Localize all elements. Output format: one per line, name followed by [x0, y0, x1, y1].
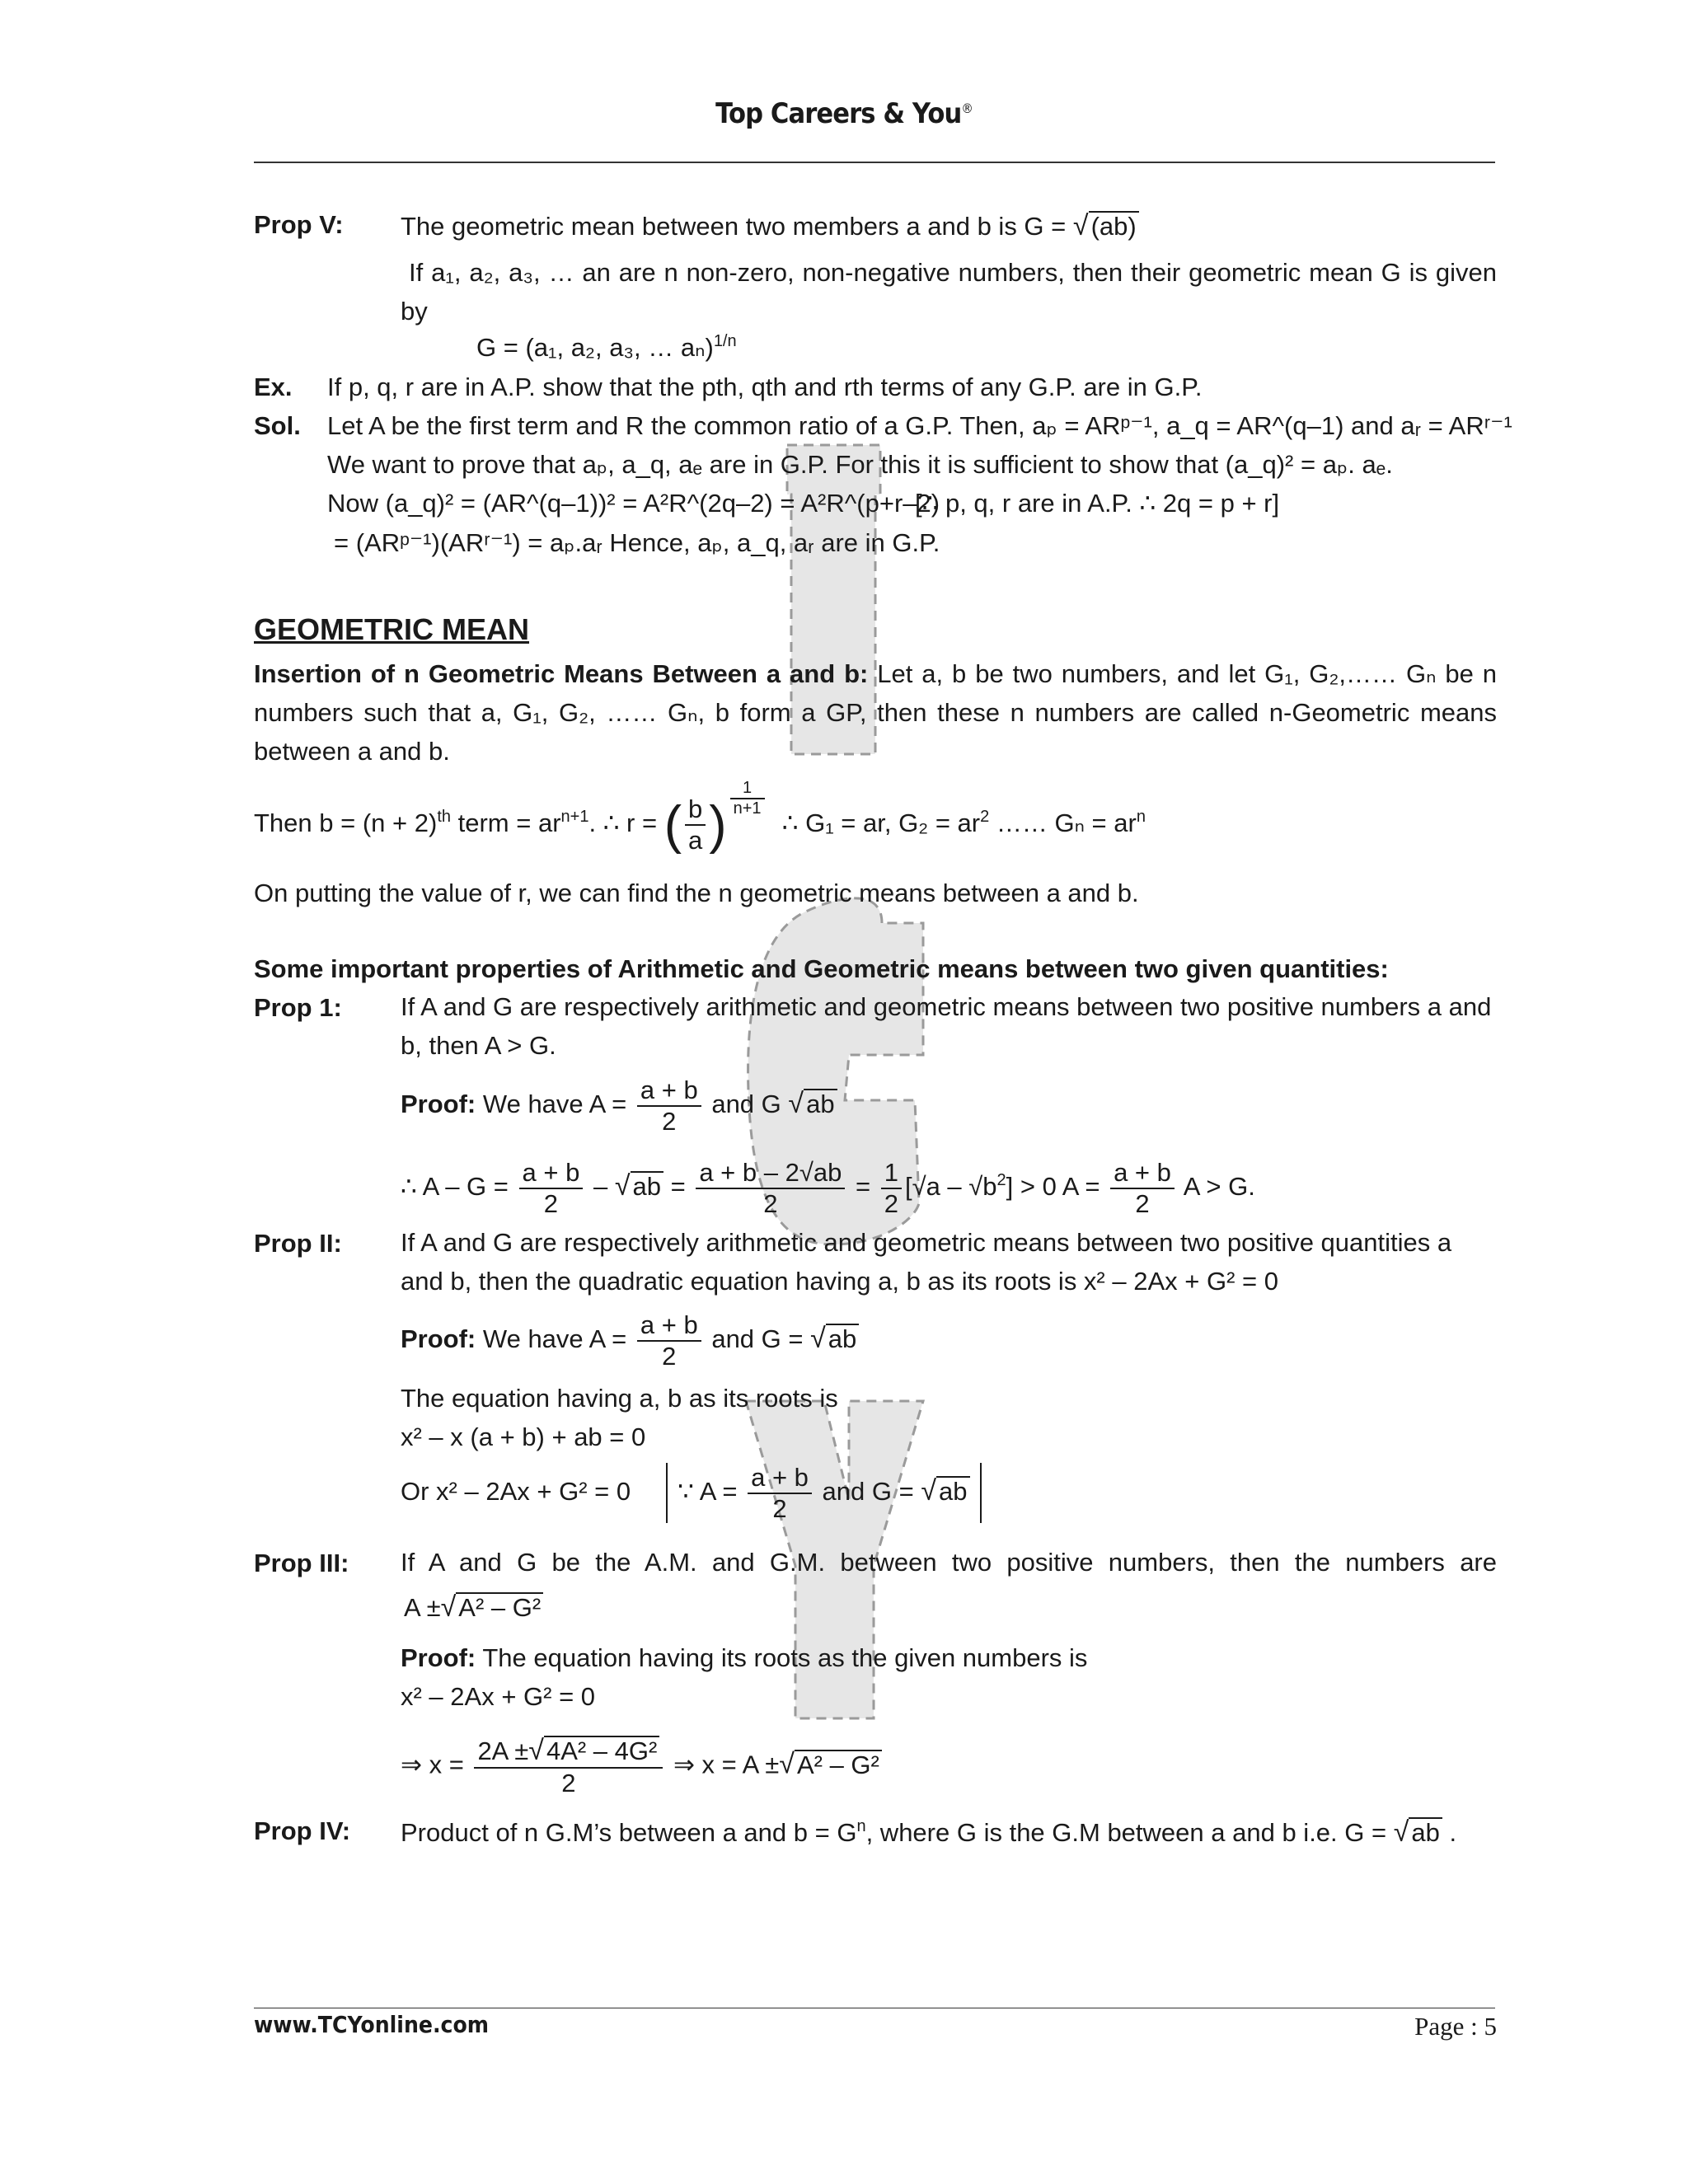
- prop-2-label: Prop II:: [254, 1229, 342, 1258]
- prop-v-line1: The geometric mean between two members a and b is G = √(ab): [401, 209, 1139, 243]
- example-label: Ex.: [254, 373, 293, 401]
- properties-heading: Some important properties of Arithmetic and Geometric means between two given quantities:: [254, 954, 1389, 983]
- prop-1-text: If A and G are respectively arithmetic and geometric means between two positive numbers a and b, then A > G.: [401, 992, 1492, 1060]
- prop-v-line2: If a₁, a₂, a₃, … an are n non-zero, non-negative numbers, then their geometric mean G is given by: [401, 258, 1497, 326]
- prop-3-proof: Proof: The equation having its roots as the given numbers is: [401, 1643, 1088, 1672]
- prop-2-text: If A and G are respectively arithmetic and geometric means between two positive quantities a and b, then the quadratic equation having a, b as its roots is x² – 2Ax + G² = 0: [401, 1228, 1452, 1296]
- solution-line-3-reason: [∴ p, q, r are in A.P. ∴ 2q = p + r]: [915, 489, 1280, 518]
- prop-3-eq: x² – 2Ax + G² = 0: [401, 1682, 596, 1711]
- prop-3-solution: ⇒ x = $\frac{\text{2A ±√4A² – 4G²}}{2}$ ⇒ x = A ±√A² – G²: [401, 1735, 882, 1798]
- header-brand: Top Careers & You®: [715, 97, 973, 130]
- section-heading: GEOMETRIC MEAN: [254, 612, 530, 646]
- solution-label: Sol.: [254, 411, 301, 440]
- prop-1-proof: Proof: We have A = $\frac{a + b}{2}$ and G √ab: [401, 1076, 837, 1136]
- footer-page-number: Page : 5: [1414, 2012, 1497, 2041]
- solution-line-4: = (ARᵖ⁻¹)(ARʳ⁻¹) = aₚ.aᵣ Hence, aₚ, a_q, aᵣ are in G.P.: [334, 528, 940, 557]
- footer-website-link[interactable]: www.TCYonline.com: [254, 2011, 490, 2038]
- prop-3-label: Prop III:: [254, 1549, 349, 1577]
- insertion-paragraph: Insertion of n Geometric Means Between a and b: Let a, b be two numbers, and let G₁, G₂,…… Gₙ be n numbers such that a, G₁, G₂, …… Gₙ, b form a GP, then these n numbers are called n-Geometric means between a and b.: [254, 659, 1497, 766]
- prop-2-eq1: x² – x (a + b) + ab = 0: [401, 1422, 646, 1451]
- solution-line-1: Let A be the first term and R the common ratio of a G.P. Then, aₚ = ARᵖ⁻¹, a_q = AR^(q–1) and aᵣ = ARʳ⁻¹: [327, 411, 1512, 440]
- prop-2-proof: Proof: We have A = $\frac{a + b}{2}$ and G = √ab: [401, 1310, 859, 1371]
- solution-line-3: Now (a_q)² = (AR^(q–1))² = A²R^(2q–2) = A²R^(p+r–2): [327, 489, 940, 518]
- prop-1-derivation: ∴ A – G = $\frac{a + b}{2}$ – √ab = $\frac{a + b - 2√ab}{2}$ = $\frac{1}{2}$ $[√a - √b^2] > 0$ A = $\frac{a + b}{2}$ A > G.: [401, 1158, 1255, 1218]
- prop-3-text: If A and G be the A.M. and G.M. between two positive numbers, then the numbers are: [401, 1548, 1497, 1577]
- prop-4-label: Prop IV:: [254, 1816, 351, 1845]
- prop-4-text: Product of n G.M’s between a and $b = G^n$, where G is the G.M between a and b i.e. G = √ab .: [401, 1816, 1457, 1848]
- solution-line-2: We want to prove that aₚ, a_q, aₑ are in G.P. For this it is sufficient to show that (a_q)² = aₚ. aₑ.: [327, 450, 1393, 479]
- prop-2-eq-line: The equation having a, b as its roots is: [401, 1384, 838, 1413]
- prop-3-formula: A ±√A² – G²: [404, 1591, 543, 1624]
- example-text: If p, q, r are in A.P. show that the pth, qth and rth terms of any G.P. are in G.P.: [327, 373, 1203, 401]
- prop-v-formula: G = (a₁, a₂, a₃, … aₙ)$^{1/n}$: [476, 332, 737, 362]
- prop-1-label: Prop 1:: [254, 993, 342, 1022]
- putting-value-line: On putting the value of r, we can find the n geometric means between a and b.: [254, 879, 1139, 907]
- header-rule: [254, 162, 1495, 163]
- prop-v-label: Prop V:: [254, 210, 344, 239]
- prop-2-or-line: Or x² – 2Ax + G² = 0 ∵ A = $\frac{a + b}{2}$ and G = √ab: [401, 1463, 982, 1523]
- then-formula-line: Then $b = (n + 2)^{th}$ term = $ar^{n+1}$. ∴ r = ( $\frac{b}{a}$ ) $\frac{1}{n+1}$ ∴ G₁ = ar, $G_2 = ar^2$ …… $G_n = ar^n$: [254, 779, 1146, 855]
